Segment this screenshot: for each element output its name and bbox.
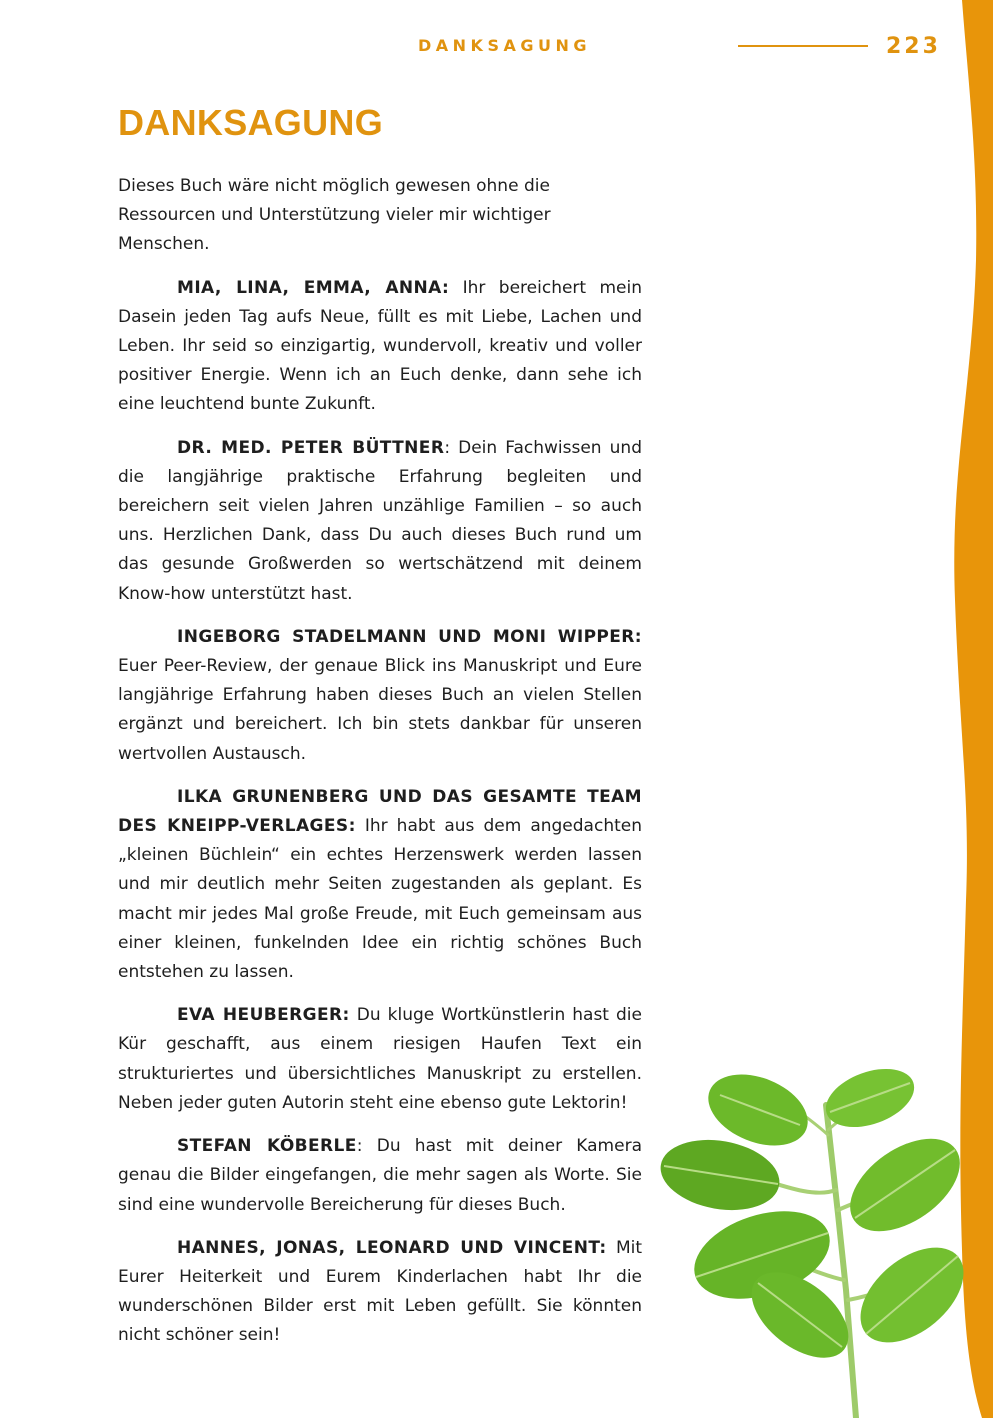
- acknowledgement-text: Ihr bereichert mein Dasein jeden Tag aufs Neue, füllt es mit Liebe, Lachen und Leben. Ihr seid so einzigartig, wundervoll, kreativ und voller positiver Energie. Wenn ich an Euch denke, dann sehe ich eine leuchtend bunte Zukunft.: [118, 277, 642, 415]
- acknowledged-name: MIA, LINA, EMMA, ANNA:: [177, 277, 450, 298]
- acknowledged-name: HANNES, JONAS, LEONARD UND VINCENT:: [177, 1237, 607, 1258]
- acknowledged-name: DR. MED. PETER BÜTTNER: [177, 437, 445, 458]
- acknowledged-name: ILKA GRUNENBERG UND DAS GESAMTE TEAM DES KNEIPP-VERLAGES:: [118, 786, 642, 837]
- acknowledgement-paragraph: [118, 1132, 642, 1220]
- acknowledgement-text: Ihr habt aus dem angedachten „kleinen Büchlein“ ein echtes Herzenswerk werden lassen und mir deutlich mehr Seiten zugestanden als geplant. Es macht mir jedes Mal große Freude, mit Euch gemeinsam aus einer kleinen, funkelnden Idee ein richtig schönes Buch entstehen zu lassen.: [118, 816, 642, 983]
- acknowledged-name: INGEBORG STADELMANN UND MONI WIPPER:: [177, 626, 642, 647]
- running-head-title: DANKSAGUNG: [418, 36, 592, 55]
- acknowledgement-paragraph: [118, 623, 642, 769]
- page-number: 223: [886, 34, 941, 59]
- acknowledgement-paragraph: [118, 274, 642, 420]
- main-content: [118, 102, 642, 1365]
- acknowledgement-paragraph: [118, 783, 642, 987]
- acknowledgement-text: Du kluge Wortkünstlerin hast die Kür geschafft, aus einem riesigen Haufen Text ein strukturiertes und übersichtliches Manuskript zu erstellen. Neben jeder guten Autorin steht eine ebenso gute Lektorin!: [118, 1005, 642, 1113]
- acknowledgement-text: Euer Peer-Review, der genaue Blick ins Manuskript und Eure langjährige Erfahrung haben dieses Buch an vielen Stellen ergänzt und bereichert. Ich bin stets dankbar für unseren wertvollen Austausch.: [118, 656, 642, 764]
- acknowledgement-text: : Du hast mit deiner Kamera genau die Bilder eingefangen, die mehr sagen als Worte. Sie sind eine wundervolle Bereicherung für dieses Buch.: [118, 1136, 642, 1215]
- acknowledged-name: STEFAN KÖBERLE: [177, 1136, 357, 1157]
- acknowledgement-text: : Dein Fachwissen und die langjährige praktische Erfahrung begleiten und bereichern seit vielen Jahren unzählige Familien – so auch uns. Herzlichen Dank, dass Du auch dieses Buch rund um das gesunde Großwerden so wertschätzend mit deinem Know-how unterstützt hast.: [118, 437, 643, 604]
- intro-paragraph: Dieses Buch wäre nicht möglich gewesen ohne die Ressourcen und Unterstützung vieler mir wichtiger Menschen.: [118, 176, 551, 255]
- acknowledgement-paragraph: [118, 1001, 642, 1118]
- acknowledgement-text: Mit Eurer Heiterkeit und Eurem Kinderlachen habt Ihr die wunderschönen Bilder erst mit Leben gefüllt. Sie könnten nicht schöner sein!: [118, 1237, 642, 1346]
- leaf-illustration: [655, 1058, 981, 1418]
- header-rule: [738, 45, 868, 47]
- acknowledgement-paragraph: [118, 434, 642, 609]
- orange-edge-band: [954, 0, 993, 1418]
- acknowledgement-paragraph: [118, 1234, 642, 1351]
- page-title: DANKSAGUNG: [118, 102, 384, 143]
- acknowledged-name: EVA HEUBERGER:: [177, 1005, 350, 1026]
